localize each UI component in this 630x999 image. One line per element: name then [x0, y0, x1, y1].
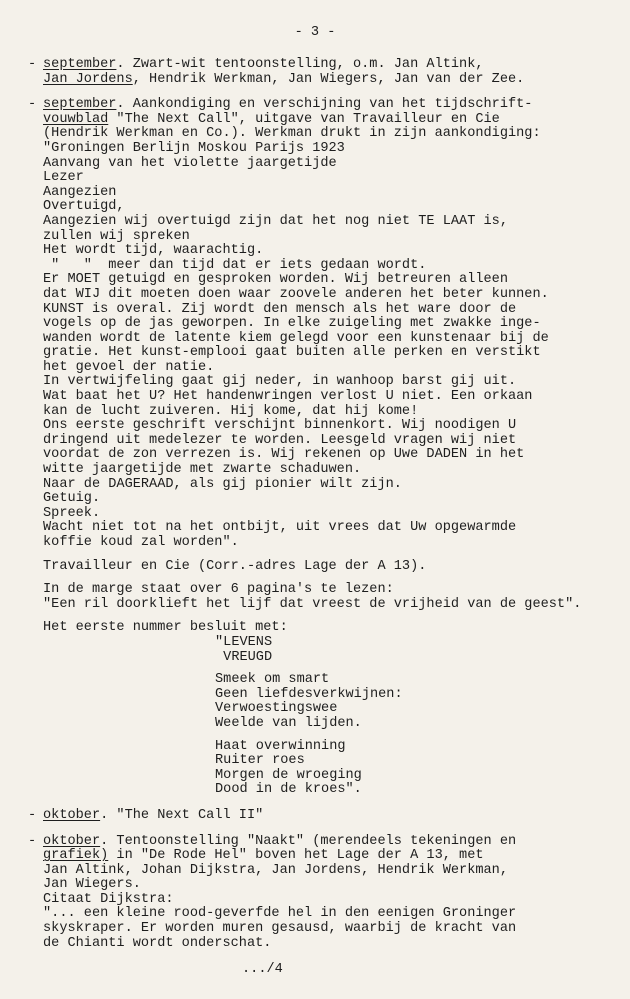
entry-month: oktober	[43, 833, 101, 849]
continuation-marker: .../4	[242, 962, 283, 977]
poem	[43, 636, 628, 798]
announcement-text: (Hendrik Werkman en Co.). Werkman drukt in zijn aankondiging: "Groningen Berlijn Moskou Parijs 1923 Aanvang van het violette jaargetijde Lezer Aangezien Overtuigd, Aangezien wij overtuigd zijn dat het nog niet TE LAAT is, zullen wij spreken Het wordt tijd, waarachtig. " " meer dan tijd dat er iets gedaan wordt. Er MOET getuigd en gesproken worden. Wij betreuren alleen dat WIJ dit moeten doen waar zoovele anderen het beter kunnen. KUNST is overal. Zij wordt den mensch als het ware door de vogels op de jas geworpen. In elke zuigeling met zwakke inge- wanden wordt de latente kiem gelegd voor een kunstenaar bij de gratie. Het kunst-emplooi gaat buiten alle perken en verstikt het gevoel der natie. In vertwijfeling gaat gij neder, in wanhoop barst gij uit. Wat baat het U? Het handenwringen verlost U niet. Een orkaan kan de lucht zuiveren. Hij kome, dat hij kome! Ons eerste geschrift verschijnt binnenkort. Wij noodigen U dringend uit medelezer te worden. Leesgeld vragen wij niet voordat de zon verrezen is. Wij rekenen op Uwe DADEN in het witte jaargetijde met zwarte schaduwen. Naar de DAGERAAD, als gij pionier wilt zijn. Getuig. Spreek. Wacht niet tot na het ontbijt, uit vrees dat Uw opgewarmde koffie koud zal worden".	[43, 126, 549, 550]
page-number: - 3 -	[294, 25, 336, 40]
poem-stanza: "LEVENS VREUGD	[215, 634, 273, 665]
entry-month: september	[43, 97, 117, 113]
margin-note: In de marge staat over 6 pagina's te lezen: "Een ril doorklieft het lijf dat vreest de vrijheid van de geest".	[43, 582, 582, 612]
list-item: - september. Aankondiging en verschijning van het tijdschrift- vouwblad "The Next Call", uitgave van Travailleur en Cie (Hendrik Werkman en Co.). Werkman drukt in zijn aankondiging: "Groningen Berlijn Moskou Parijs 1923 Aanvang van het violette jaargetijde Lezer Aangezien Overtuigd, Aangezien wij overtuigd zijn dat het nog niet TE LAAT is, zullen wij spreken Het wordt tijd, waarachtig. " " meer dan tijd dat er iets gedaan wordt. Er MOET getuigd en gesproken worden. Wij betreuren alleen dat WIJ dit moeten doen waar zoovele anderen het beter kunnen. KUNST is overal. Zij wordt den mensch als het ware door de vogels op de jas geworpen. In elke zuigeling met zwakke inge- wanden wordt de latente kiem gelegd voor een kunstenaar bij de gratie. Het kunst-emplooi gaat buiten alle perken en verstikt het gevoel der natie. In vertwijfeling gaat gij neder, in wanhoop barst gij uit. Wat baat het U? Het handenwringen verlost U niet. Een orkaan kan de lucht zuiveren. Hij kome, dat hij kome! Ons eerste geschrift verschijnt binnenkort. Wij noodigen U dringend uit medelezer te worden. Leesgeld vragen wij niet voordat de zon verrezen is. Wij rekenen op Uwe DADEN in het witte jaargetijde met zwarte schaduwen. Naar de DAGERAAD, als gij pionier wilt zijn. Getuig. Spreek. Wacht niet tot na het ontbijt, uit vrees dat Uw opgewarmde koffie koud zal worden". Travailleur en Cie (Corr.-adres Lage der A 13). In de marge staat over 6 pagina's te lezen: "Een ril doorklieft het lijf dat vreest de vrijheid van de geest". Het eerste nummer besluit met: "LEVENS VREUGD Smeek om smart Geen liefdesverkwijnen: Verwoestingswee Weelde van lijden. Haat overwinning Ruiter roes Morgen de wroeging Dood in de kroes".	[28, 98, 628, 798]
closing-intro: Het eerste nummer besluit met:	[43, 620, 288, 636]
poem-stanza: Haat overwinning Ruiter roes Morgen de wroeging Dood in de kroes".	[215, 738, 362, 798]
list-item: - oktober. Tentoonstelling "Naakt" (merendeels tekeningen en grafiek) in "De Rode Hel" boven het Lage der A 13, met Jan Altink, Johan Dijkstra, Jan Jordens, Hendrik Werkman, Jan Wiegers. Citaat Dijkstra: "... een kleine rood-geverfde hel in den eenigen Groninger skyskraper. Er worden muren gesausd, waarbij de kracht van de Chianti wordt onderschat.	[28, 833, 517, 951]
chronology-list	[28, 58, 628, 955]
entry-month: oktober	[43, 807, 101, 823]
entry-month: september	[43, 57, 117, 72]
list-item: - oktober. "The Next Call II"	[28, 807, 264, 823]
signature: Travailleur en Cie (Corr.-adres Lage der A 13).	[43, 558, 427, 574]
poem-stanza: Smeek om smart Geen liefdesverkwijnen: Verwoestingswee Weelde van lijden.	[215, 672, 403, 731]
list-item: - september. Zwart-wit tentoonstelling, o.m. Jan Altink, Jan Jordens, Hendrik Werkman, Jan Wiegers, Jan van der Zee.	[28, 57, 525, 87]
